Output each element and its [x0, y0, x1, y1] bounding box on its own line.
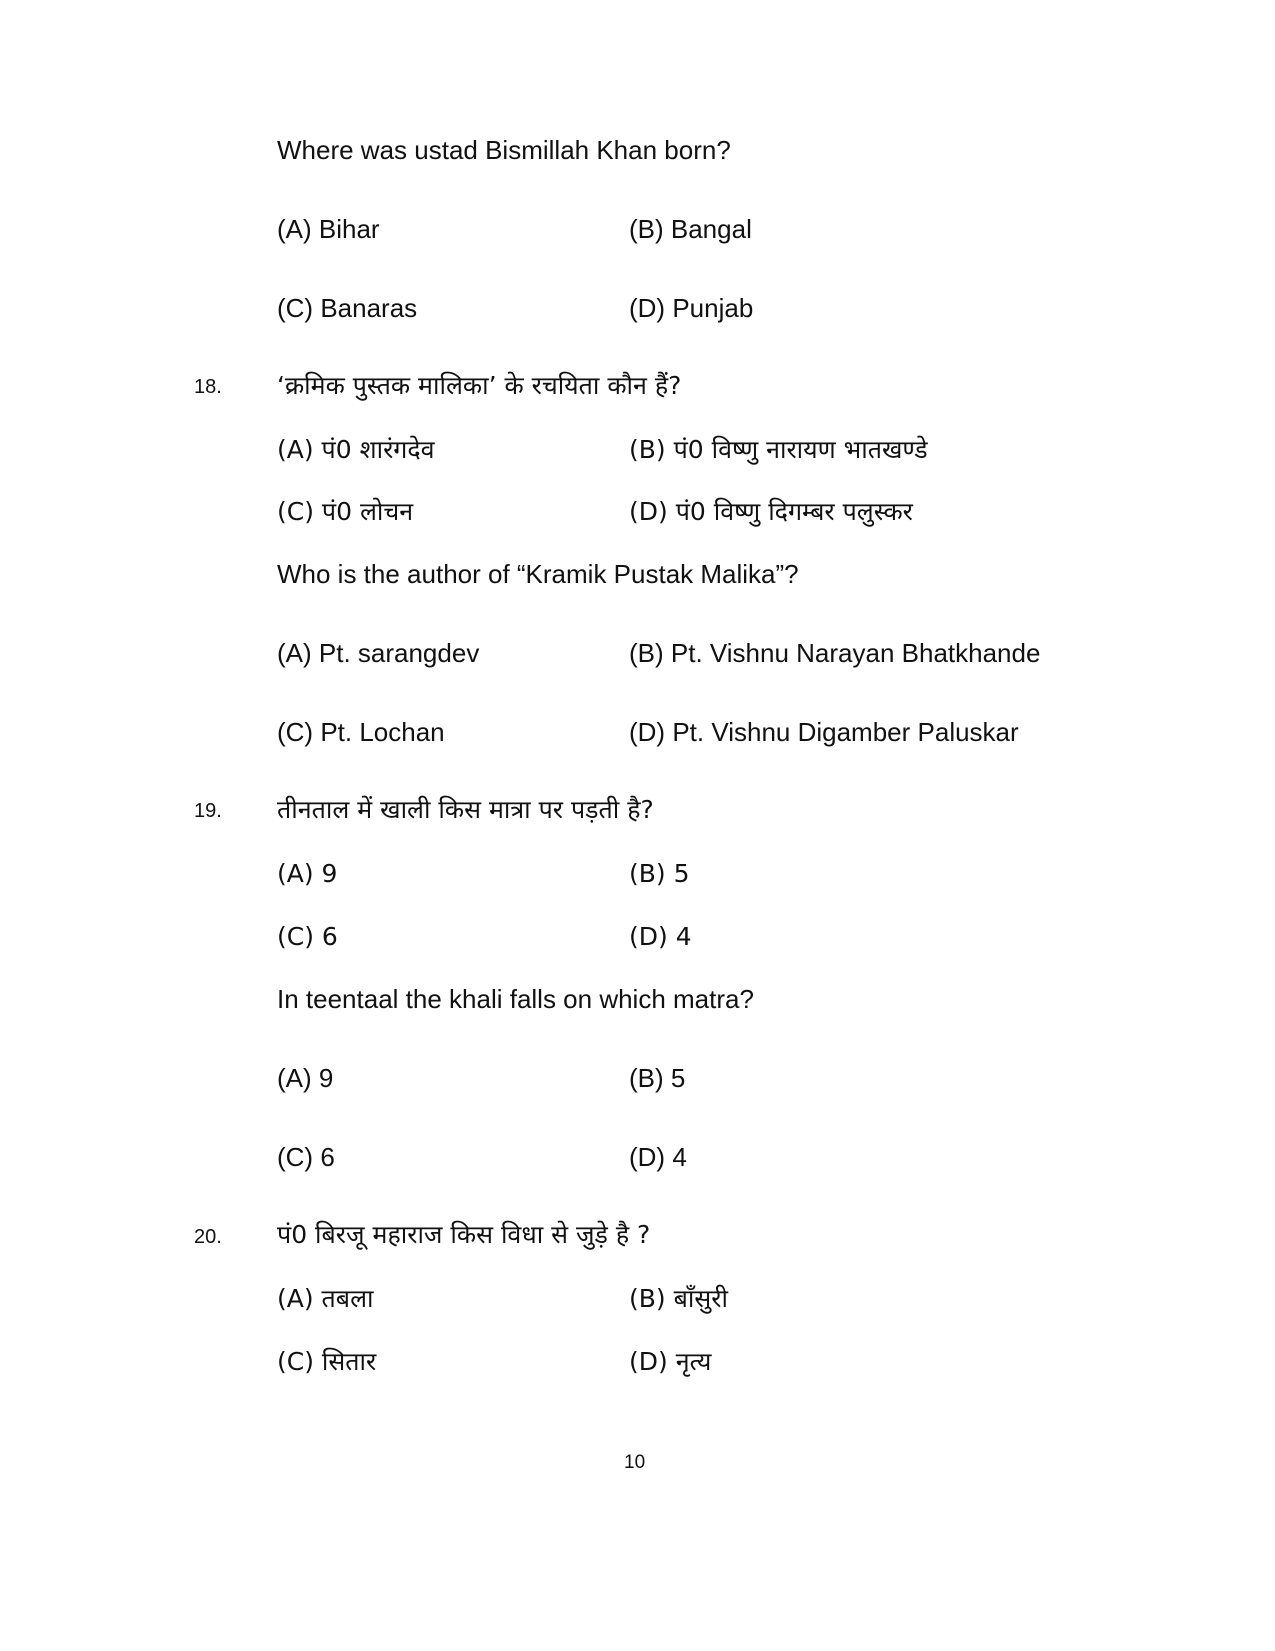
- q18-option-b-en: (B) Pt. Vishnu Narayan Bhatkhande: [629, 638, 1041, 668]
- q18-option-a-hi: (A) पं0 शारंगदेव: [277, 435, 435, 464]
- q19-option-d-en: (D) 4: [629, 1142, 687, 1172]
- q17-option-d-en: (D) Punjab: [629, 293, 754, 323]
- q18-option-c-en: (C) Pt. Lochan: [277, 717, 445, 747]
- q18-option-c-hi: (C) पं0 लोचन: [277, 497, 414, 526]
- q20-option-a-hi: (A) तबला: [277, 1284, 374, 1313]
- q18-question-hi: ‘क्रमिक पुस्तक मालिका’ के रचयिता कौन हैं?: [277, 371, 682, 400]
- q17-option-b-en: (B) Bangal: [629, 214, 752, 244]
- q20-question-hi: पं0 बिरजू महाराज किस विधा से जुड़े है ?: [277, 1220, 651, 1249]
- q18-option-a-en: (A) Pt. sarangdev: [277, 638, 480, 668]
- page-number: 10: [624, 1452, 646, 1473]
- q19-option-a-en: (A) 9: [277, 1063, 334, 1093]
- q19-option-b-hi: (B) 5: [629, 859, 690, 888]
- q19-question-en: In teentaal the khali falls on which matra?: [277, 984, 754, 1014]
- q20-option-d-hi: (D) नृत्य: [629, 1347, 712, 1376]
- q19-option-a-hi: (A) 9: [277, 859, 338, 888]
- q19-question-hi: तीनताल में खाली किस मात्रा पर पड़ती है?: [277, 795, 654, 824]
- q17-option-a-en: (A) Bihar: [277, 214, 380, 244]
- q20-option-c-hi: (C) सितार: [277, 1347, 377, 1376]
- q19-option-c-en: (C) 6: [277, 1142, 335, 1172]
- q18-option-d-en: (D) Pt. Vishnu Digamber Paluskar: [629, 717, 1019, 747]
- q18-option-b-hi: (B) पं0 विष्णु नारायण भातखण्डे: [629, 435, 928, 464]
- q18-number: 18.: [194, 376, 222, 398]
- q17-option-c-en: (C) Banaras: [277, 293, 418, 323]
- q19-number: 19.: [194, 800, 222, 822]
- q20-number: 20.: [194, 1226, 222, 1248]
- q18-option-d-hi: (D) पं0 विष्णु दिगम्बर पलुस्कर: [629, 497, 913, 526]
- q17-question-en: Where was ustad Bismillah Khan born?: [277, 135, 731, 165]
- q19-option-b-en: (B) 5: [629, 1063, 686, 1093]
- q20-option-b-hi: (B) बाँसुरी: [629, 1284, 728, 1313]
- q19-option-d-hi: (D) 4: [629, 922, 692, 951]
- q19-option-c-hi: (C) 6: [277, 922, 338, 951]
- q18-question-en: Who is the author of “Kramik Pustak Malika”?: [277, 559, 799, 589]
